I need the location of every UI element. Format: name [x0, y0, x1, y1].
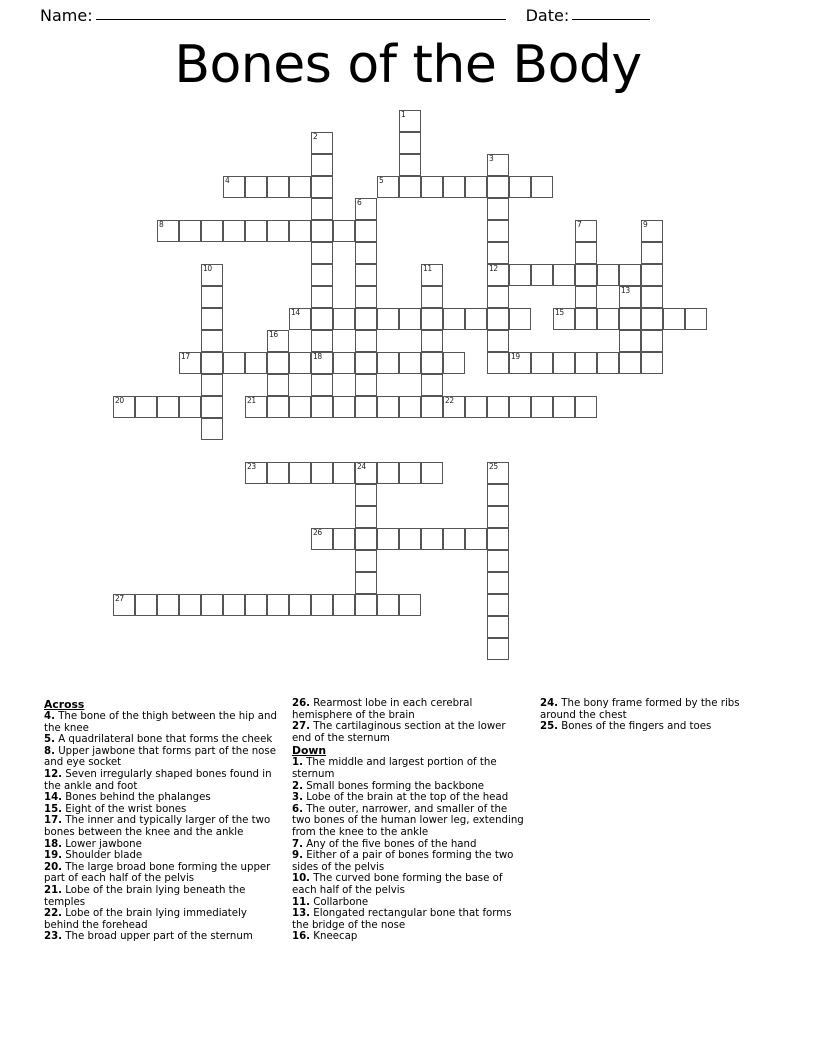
grid-cell[interactable] [201, 396, 223, 418]
grid-cell[interactable] [487, 572, 509, 594]
grid-cell[interactable] [465, 396, 487, 418]
grid-cell[interactable] [267, 462, 289, 484]
across-heading: Across [44, 698, 85, 711]
clue-text: The large broad bone forming the upper part of each half of the pelvis [44, 861, 271, 885]
grid-cell[interactable] [355, 374, 377, 396]
date-label-text: Date: [525, 6, 570, 25]
grid-cell[interactable] [201, 594, 223, 616]
grid-cell[interactable] [311, 220, 333, 242]
grid-cell[interactable] [399, 352, 421, 374]
grid-cell[interactable] [289, 220, 311, 242]
grid-cell[interactable] [487, 176, 509, 198]
grid-cell[interactable] [531, 264, 553, 286]
grid-cell[interactable] [223, 220, 245, 242]
clue-down-11 [292, 897, 526, 909]
grid-cell[interactable] [355, 484, 377, 506]
clue-number: 14. [44, 792, 63, 804]
grid-cell[interactable] [333, 220, 355, 242]
grid-cell[interactable] [333, 396, 355, 418]
grid-cell[interactable] [245, 220, 267, 242]
grid-cell-number: 23 [247, 462, 256, 471]
clue-number: 13. [292, 908, 311, 920]
grid-cell[interactable] [201, 374, 223, 396]
grid-cell-numbered[interactable] [487, 154, 509, 176]
clue-number: 7. [292, 838, 303, 850]
grid-cell[interactable] [399, 528, 421, 550]
grid-cell[interactable] [487, 616, 509, 638]
grid-cell[interactable] [355, 242, 377, 264]
grid-cell[interactable] [399, 396, 421, 418]
clue-text: Lower jawbone [62, 838, 142, 850]
clue-down-2 [292, 781, 526, 793]
grid-cell-number: 14 [291, 308, 300, 317]
grid-cell[interactable] [487, 638, 509, 660]
grid-cell-number: 27 [115, 594, 124, 603]
grid-cell-number: 1 [401, 110, 406, 119]
clue-number: 21. [44, 884, 63, 896]
grid-cell-number: 18 [313, 352, 322, 361]
clue-across-21 [44, 885, 278, 908]
grid-cell[interactable] [443, 352, 465, 374]
grid-cell[interactable] [487, 242, 509, 264]
grid-cell-number: 19 [511, 352, 520, 361]
grid-cell[interactable] [421, 528, 443, 550]
grid-cell[interactable] [311, 330, 333, 352]
grid-cell[interactable] [245, 176, 267, 198]
grid-cell[interactable] [421, 286, 443, 308]
grid-cell[interactable] [487, 528, 509, 550]
clue-number: 6. [292, 803, 303, 815]
grid-cell[interactable] [597, 308, 619, 330]
grid-cell[interactable] [135, 594, 157, 616]
clue-text: Either of a pair of bones forming the two sides of the pelvis [292, 850, 514, 873]
grid-cell-number: 16 [269, 330, 278, 339]
grid-cell-numbered[interactable] [267, 330, 289, 352]
grid-cell[interactable] [641, 352, 663, 374]
clue-across-27 [292, 721, 526, 744]
grid-cell-numbered[interactable] [179, 352, 201, 374]
clue-down-13 [292, 908, 526, 931]
clue-across-12 [44, 769, 278, 792]
grid-cell[interactable] [443, 308, 465, 330]
clue-across-23 [44, 931, 278, 943]
grid-cell-number: 20 [115, 396, 124, 405]
grid-cell[interactable] [509, 264, 531, 286]
clue-across-18 [44, 839, 278, 851]
grid-cell[interactable] [509, 176, 531, 198]
grid-cell-number: 25 [489, 462, 498, 471]
grid-cell[interactable] [487, 594, 509, 616]
grid-cell-number: 9 [643, 220, 648, 229]
grid-cell[interactable] [399, 594, 421, 616]
clue-down-3 [292, 792, 526, 804]
grid-cell-numbered[interactable] [311, 352, 333, 374]
grid-cell-number: 7 [577, 220, 582, 229]
clue-number: 16. [292, 931, 311, 943]
grid-cell[interactable] [267, 374, 289, 396]
clue-text: Lobe of the brain lying beneath the temples [44, 884, 246, 908]
grid-cell[interactable] [311, 374, 333, 396]
grid-cell[interactable] [443, 528, 465, 550]
clue-number: 17. [44, 815, 63, 827]
clue-text: Upper jawbone that forms part of the nose and eye socket [44, 745, 276, 769]
clue-across-20 [44, 862, 278, 885]
clue-number: 20. [44, 861, 63, 873]
clue-number: 25. [540, 721, 559, 733]
clue-number: 1. [292, 757, 303, 769]
grid-cell[interactable] [663, 308, 685, 330]
grid-cell[interactable] [201, 286, 223, 308]
grid-cell[interactable] [553, 264, 575, 286]
grid-cell[interactable] [311, 286, 333, 308]
grid-cell[interactable] [355, 550, 377, 572]
grid-cell[interactable] [179, 396, 201, 418]
grid-cell[interactable] [641, 264, 663, 286]
grid-cell[interactable] [333, 528, 355, 550]
clue-down-24 [540, 698, 774, 721]
grid-cell[interactable] [311, 154, 333, 176]
grid-cell-numbered[interactable] [377, 176, 399, 198]
grid-cell[interactable] [355, 330, 377, 352]
clue-text: The outer, narrower, and smaller of the two bones of the human lower leg, extending from the knee to the ankle [292, 803, 524, 838]
clue-across-14 [44, 792, 278, 804]
clue-across-26 [292, 698, 526, 721]
grid-cell[interactable] [311, 176, 333, 198]
clue-text: Lobe of the brain at the top of the head [302, 792, 509, 804]
clue-number: 24. [540, 698, 559, 709]
grid-cell-numbered[interactable] [113, 396, 135, 418]
grid-cell-number: 21 [247, 396, 256, 405]
clue-number: 4. [44, 711, 55, 722]
grid-cell[interactable] [399, 154, 421, 176]
grid-cell[interactable] [575, 264, 597, 286]
clue-down-10 [292, 873, 526, 896]
grid-cell[interactable] [157, 396, 179, 418]
grid-cell[interactable] [355, 264, 377, 286]
clue-text: Seven irregularly shaped bones found in the ankle and foot [44, 768, 272, 792]
grid-cell[interactable] [157, 594, 179, 616]
grid-cell-numbered[interactable] [157, 220, 179, 242]
grid-cell[interactable] [355, 286, 377, 308]
grid-cell-number: 2 [313, 132, 318, 141]
grid-cell-numbered[interactable] [201, 264, 223, 286]
grid-cell-number: 22 [445, 396, 454, 405]
clue-number: 12. [44, 768, 63, 780]
clue-number: 15. [44, 803, 63, 815]
grid-cell[interactable] [575, 352, 597, 374]
grid-cell[interactable] [289, 176, 311, 198]
grid-cell[interactable] [597, 352, 619, 374]
grid-cell[interactable] [333, 308, 355, 330]
grid-cell[interactable] [201, 418, 223, 440]
grid-cell[interactable] [355, 220, 377, 242]
clue-across-5 [44, 734, 278, 746]
grid-cell[interactable] [399, 308, 421, 330]
down-heading: Down [292, 744, 327, 758]
name-label-text: Name: [40, 6, 93, 25]
clue-text: The cartilaginous section at the lower end of the sternum [292, 721, 506, 744]
grid-cell[interactable] [311, 198, 333, 220]
clue-text: Small bones forming the backbone [302, 780, 485, 792]
clue-across-17 [44, 815, 278, 838]
grid-cell[interactable] [311, 308, 333, 330]
grid-cell[interactable] [531, 396, 553, 418]
clue-number: 27. [292, 721, 311, 733]
grid-cell[interactable] [311, 396, 333, 418]
clue-number: 22. [44, 908, 63, 920]
grid-cell-number: 15 [555, 308, 564, 317]
clue-number: 18. [44, 838, 63, 850]
grid-cell-number: 5 [379, 176, 384, 185]
grid-cell[interactable] [421, 176, 443, 198]
grid-cell[interactable] [223, 352, 245, 374]
grid-cell-numbered[interactable] [443, 396, 465, 418]
clue-text: Shoulder blade [62, 850, 143, 862]
grid-cell[interactable] [685, 308, 707, 330]
grid-cell[interactable] [487, 330, 509, 352]
clue-text: Elongated rectangular bone that forms the bridge of the nose [292, 908, 512, 931]
clue-text: The middle and largest portion of the sternum [292, 757, 497, 780]
grid-cell[interactable] [355, 572, 377, 594]
grid-cell[interactable] [531, 176, 553, 198]
grid-cell[interactable] [421, 330, 443, 352]
grid-cell-numbered[interactable] [421, 264, 443, 286]
grid-cell-number: 12 [489, 264, 498, 273]
grid-cell[interactable] [377, 462, 399, 484]
grid-cell[interactable] [355, 396, 377, 418]
clue-number: 5. [44, 734, 55, 746]
grid-cell[interactable] [487, 198, 509, 220]
grid-cell-numbered[interactable] [641, 220, 663, 242]
grid-cell[interactable] [465, 308, 487, 330]
grid-cell-numbered[interactable] [553, 308, 575, 330]
clue-down-1 [292, 757, 526, 780]
page-title: Bones of the Body [174, 35, 642, 95]
grid-cell-numbered[interactable] [619, 286, 641, 308]
clue-text: The broad upper part of the sternum [62, 931, 253, 943]
grid-cell[interactable] [531, 352, 553, 374]
grid-cell-number: 6 [357, 198, 362, 207]
grid-cell[interactable] [223, 594, 245, 616]
clue-number: 8. [44, 745, 55, 757]
grid-cell[interactable] [201, 220, 223, 242]
grid-cell-numbered[interactable] [245, 462, 267, 484]
clue-number: 2. [292, 780, 303, 792]
grid-cell[interactable] [575, 286, 597, 308]
clue-across-22 [44, 908, 278, 931]
grid-cell[interactable] [619, 352, 641, 374]
grid-cell[interactable] [487, 220, 509, 242]
grid-cell[interactable] [575, 308, 597, 330]
grid-cell[interactable] [377, 352, 399, 374]
grid-cell[interactable] [487, 484, 509, 506]
clue-across-19 [44, 850, 278, 862]
clue-down-6 [292, 804, 526, 839]
grid-cell[interactable] [487, 352, 509, 374]
grid-cell-number: 24 [357, 462, 366, 471]
grid-cell[interactable] [179, 594, 201, 616]
clue-text: Kneecap [310, 931, 358, 943]
grid-cell[interactable] [267, 176, 289, 198]
grid-cell-numbered[interactable] [113, 594, 135, 616]
clue-text: Lobe of the brain lying immediately behind the forehead [44, 908, 247, 931]
clue-text: The bony frame formed by the ribs around the chest [540, 698, 740, 721]
grid-cell[interactable] [179, 220, 201, 242]
clue-number: 3. [292, 792, 303, 804]
clue-down-25 [540, 721, 774, 733]
grid-cell[interactable] [311, 264, 333, 286]
grid-cell[interactable] [245, 594, 267, 616]
grid-cell-number: 4 [225, 176, 230, 185]
grid-cell[interactable] [355, 506, 377, 528]
grid-cell[interactable] [267, 396, 289, 418]
clue-number: 26. [292, 698, 311, 709]
clue-down-16 [292, 931, 526, 943]
grid-cell[interactable] [509, 308, 531, 330]
grid-cell-numbered[interactable] [355, 198, 377, 220]
grid-cell-numbered[interactable] [509, 352, 531, 374]
grid-cell[interactable] [267, 594, 289, 616]
grid-cell[interactable] [575, 396, 597, 418]
grid-cell-numbered[interactable] [487, 462, 509, 484]
grid-cell-numbered[interactable] [399, 110, 421, 132]
clue-text: A quadrilateral bone that forms the cheek [54, 734, 273, 746]
grid-cell[interactable] [487, 506, 509, 528]
grid-cell[interactable] [421, 352, 443, 374]
grid-cell-numbered[interactable] [355, 462, 377, 484]
clue-down-7 [292, 839, 526, 851]
grid-cell[interactable] [641, 308, 663, 330]
clue-number: 10. [292, 873, 311, 885]
grid-cell[interactable] [641, 242, 663, 264]
grid-cell[interactable] [487, 550, 509, 572]
clue-across-4 [44, 711, 278, 734]
grid-cell[interactable] [399, 462, 421, 484]
grid-cell[interactable] [355, 352, 377, 374]
clue-text: The curved bone forming the base of each half of the pelvis [292, 873, 503, 896]
grid-cell[interactable] [399, 132, 421, 154]
clue-text: Collarbone [310, 896, 369, 908]
grid-cell-number: 26 [313, 528, 322, 537]
grid-cell[interactable] [641, 330, 663, 352]
grid-cell[interactable] [201, 308, 223, 330]
grid-cell-numbered[interactable] [311, 132, 333, 154]
grid-cell[interactable] [289, 352, 311, 374]
grid-cell[interactable] [509, 396, 531, 418]
grid-cell[interactable] [377, 308, 399, 330]
grid-cell[interactable] [201, 330, 223, 352]
grid-cell[interactable] [267, 220, 289, 242]
grid-cell-number: 8 [159, 220, 164, 229]
clue-across-8 [44, 746, 278, 769]
grid-cell-number: 10 [203, 264, 212, 273]
clue-text: The inner and typically larger of the two bones between the knee and the ankle [44, 815, 271, 838]
clue-down-9 [292, 850, 526, 873]
grid-cell[interactable] [619, 308, 641, 330]
grid-cell[interactable] [487, 396, 509, 418]
clue-text: Any of the five bones of the hand [302, 838, 477, 850]
clue-text: Bones behind the phalanges [62, 792, 211, 804]
grid-cell-number: 3 [489, 154, 494, 163]
clue-text: The bone of the thigh between the hip and the knee [44, 711, 277, 734]
grid-cell[interactable] [421, 462, 443, 484]
grid-cell[interactable] [201, 352, 223, 374]
grid-cell[interactable] [619, 330, 641, 352]
clue-text: Rearmost lobe in each cerebral hemisphere of the brain [292, 698, 473, 721]
grid-cell[interactable] [487, 286, 509, 308]
grid-cell[interactable] [377, 396, 399, 418]
grid-cell-number: 13 [621, 286, 630, 295]
grid-cell-numbered[interactable] [575, 220, 597, 242]
clue-number: 9. [292, 850, 303, 862]
grid-cell[interactable] [289, 462, 311, 484]
grid-cell[interactable] [135, 396, 157, 418]
grid-cell-numbered[interactable] [223, 176, 245, 198]
grid-cell[interactable] [267, 352, 289, 374]
grid-cell[interactable] [399, 176, 421, 198]
grid-cell[interactable] [553, 396, 575, 418]
grid-cell-numbered[interactable] [245, 396, 267, 418]
grid-cell[interactable] [575, 242, 597, 264]
grid-cell-numbered[interactable] [311, 528, 333, 550]
grid-cell[interactable] [553, 352, 575, 374]
grid-cell-number: 17 [181, 352, 190, 361]
grid-cell-numbered[interactable] [289, 308, 311, 330]
grid-cell[interactable] [311, 594, 333, 616]
grid-cell[interactable] [289, 396, 311, 418]
grid-cell[interactable] [355, 528, 377, 550]
clue-text: Eight of the wrist bones [62, 803, 187, 815]
grid-cell[interactable] [377, 528, 399, 550]
clue-across-15 [44, 804, 278, 816]
grid-cell[interactable] [333, 594, 355, 616]
grid-cell[interactable] [311, 242, 333, 264]
clue-number: 19. [44, 850, 63, 862]
grid-cell[interactable] [355, 594, 377, 616]
grid-cell-number: 11 [423, 264, 432, 273]
clue-number: 11. [292, 896, 311, 908]
grid-cell[interactable] [421, 396, 443, 418]
grid-cell[interactable] [333, 352, 355, 374]
clue-text: Bones of the fingers and toes [558, 721, 712, 733]
grid-cell[interactable] [377, 594, 399, 616]
grid-cell[interactable] [619, 264, 641, 286]
grid-cell[interactable] [465, 528, 487, 550]
grid-cell[interactable] [421, 308, 443, 330]
grid-cell[interactable] [311, 462, 333, 484]
grid-cell[interactable] [333, 462, 355, 484]
grid-cell[interactable] [465, 176, 487, 198]
grid-cell[interactable] [245, 352, 267, 374]
grid-cell[interactable] [289, 594, 311, 616]
grid-cell[interactable] [421, 374, 443, 396]
grid-cell-numbered[interactable] [487, 264, 509, 286]
clue-number: 23. [44, 931, 63, 943]
grid-cell[interactable] [597, 264, 619, 286]
grid-cell[interactable] [355, 308, 377, 330]
grid-cell[interactable] [487, 308, 509, 330]
grid-cell[interactable] [641, 286, 663, 308]
clues-container [44, 698, 774, 953]
grid-cell[interactable] [443, 176, 465, 198]
